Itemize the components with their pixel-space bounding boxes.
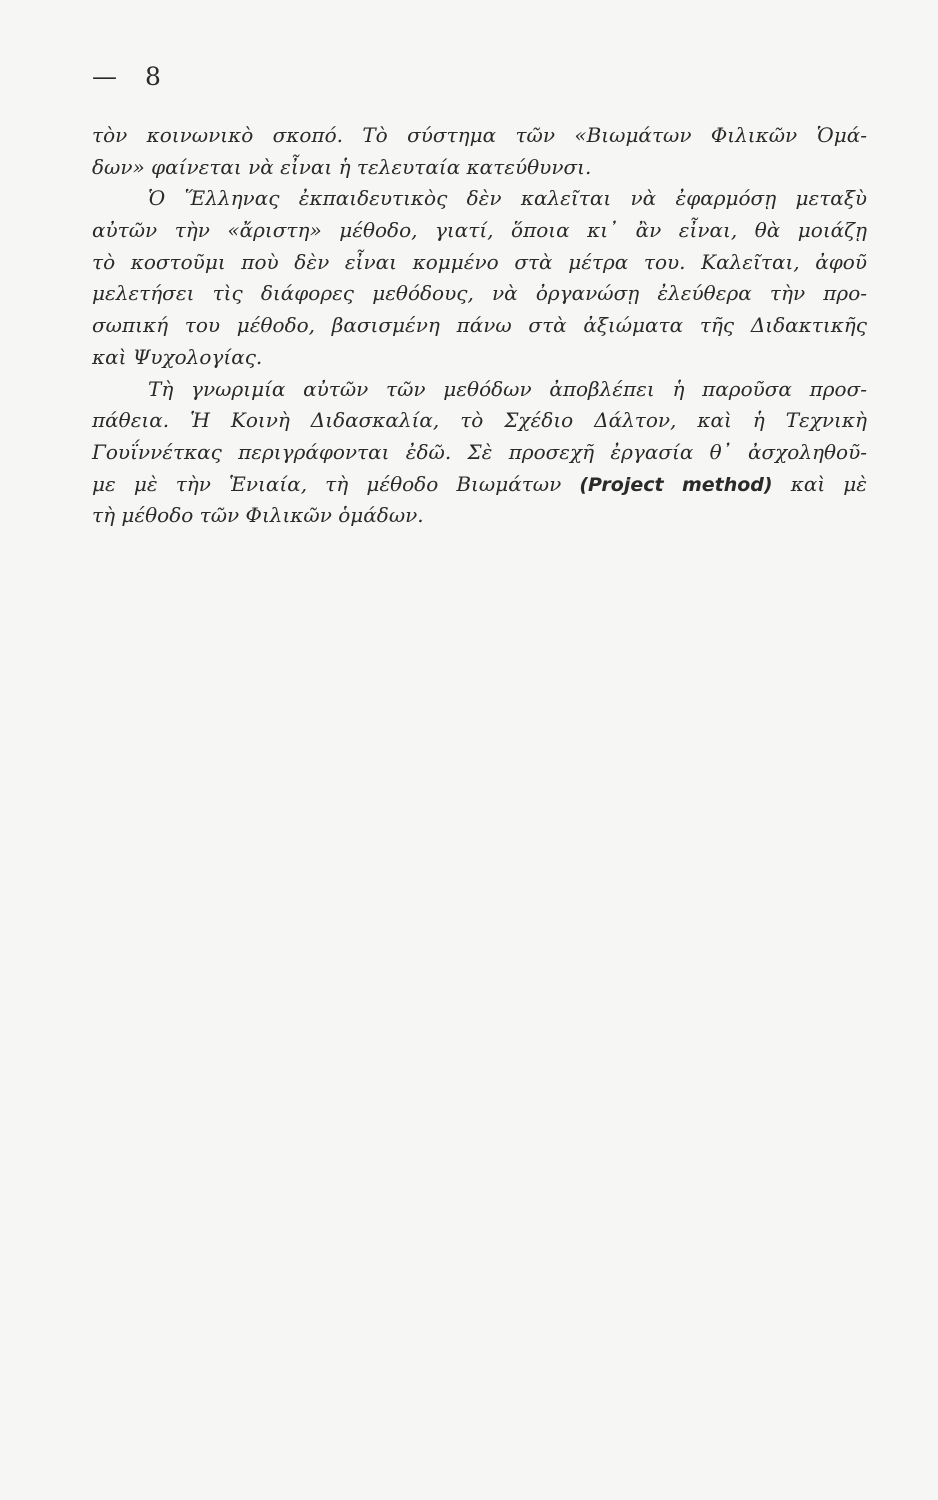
text-line: δων» φαίνεται νὰ εἶναι ἡ τελευταία κατεύθυνσι. [92,154,592,179]
text-line: Ὁ Ἕλληνας ἐκπαιδευτικὸς δὲν καλεῖται νὰ ἐφαρμόσῃ μεταξὺ [148,186,867,211]
text-line: καὶ Ψυχολογίας. [92,344,263,369]
text-segment: με μὲ τὴν Ἑνιαία, τὴ μέθοδο Βιωμάτων [92,471,562,496]
latin-phrase: (Project method) [579,473,773,496]
text-line: τὴ μέθοδο τῶν Φιλικῶν ὁμάδων. [92,503,424,528]
text-line: πάθεια. Ἡ Κοινὴ Διδασκαλία, τὸ Σχέδιο Δάλτον, καὶ ἡ Τεχνικὴ [92,408,867,433]
text-segment: καὶ μὲ [790,471,868,496]
text-line: τὸν κοινωνικὸ σκοπό. Τὸ σύστημα τῶν «Βιωμάτων Φιλικῶν Ὁμά- [92,123,867,147]
header-dash: — [92,62,118,91]
text-line: Τὴ γνωριμία αὐτῶν τῶν μεθόδων ἀποβλέπει ἡ παροῦσα προσ- [148,376,867,401]
page-number: 8 [144,62,162,91]
page-header [92,62,162,91]
text-line: τὸ κοστοῦμι ποὺ δὲν εἶναι κομμένο στὰ μέτρα του. Καλεῖται, ἀφοῦ [92,249,867,274]
text-line: αὐτῶν τὴν «ἄριστη» μέθοδο, γιατί, ὅποια κι᾽ ἂν εἶναι, θὰ μοιάζῃ [92,218,867,243]
text-line-with-latin [92,469,867,501]
body-text [92,120,867,532]
text-line: Γουΐννέτκας περιγράφονται ἐδῶ. Σὲ προσεχῆ ἐργασία θ᾽ ἀσχοληθοῦ- [92,439,867,464]
text-line: μελετήσει τὶς διάφορες μεθόδους, νὰ ὀργανώσῃ ἐλεύθερα τὴν προ- [92,281,867,306]
text-line: σωπική του μέθοδο, βασισμένη πάνω στὰ ἀξιώματα τῆς Διδακτικῆς [92,313,867,338]
